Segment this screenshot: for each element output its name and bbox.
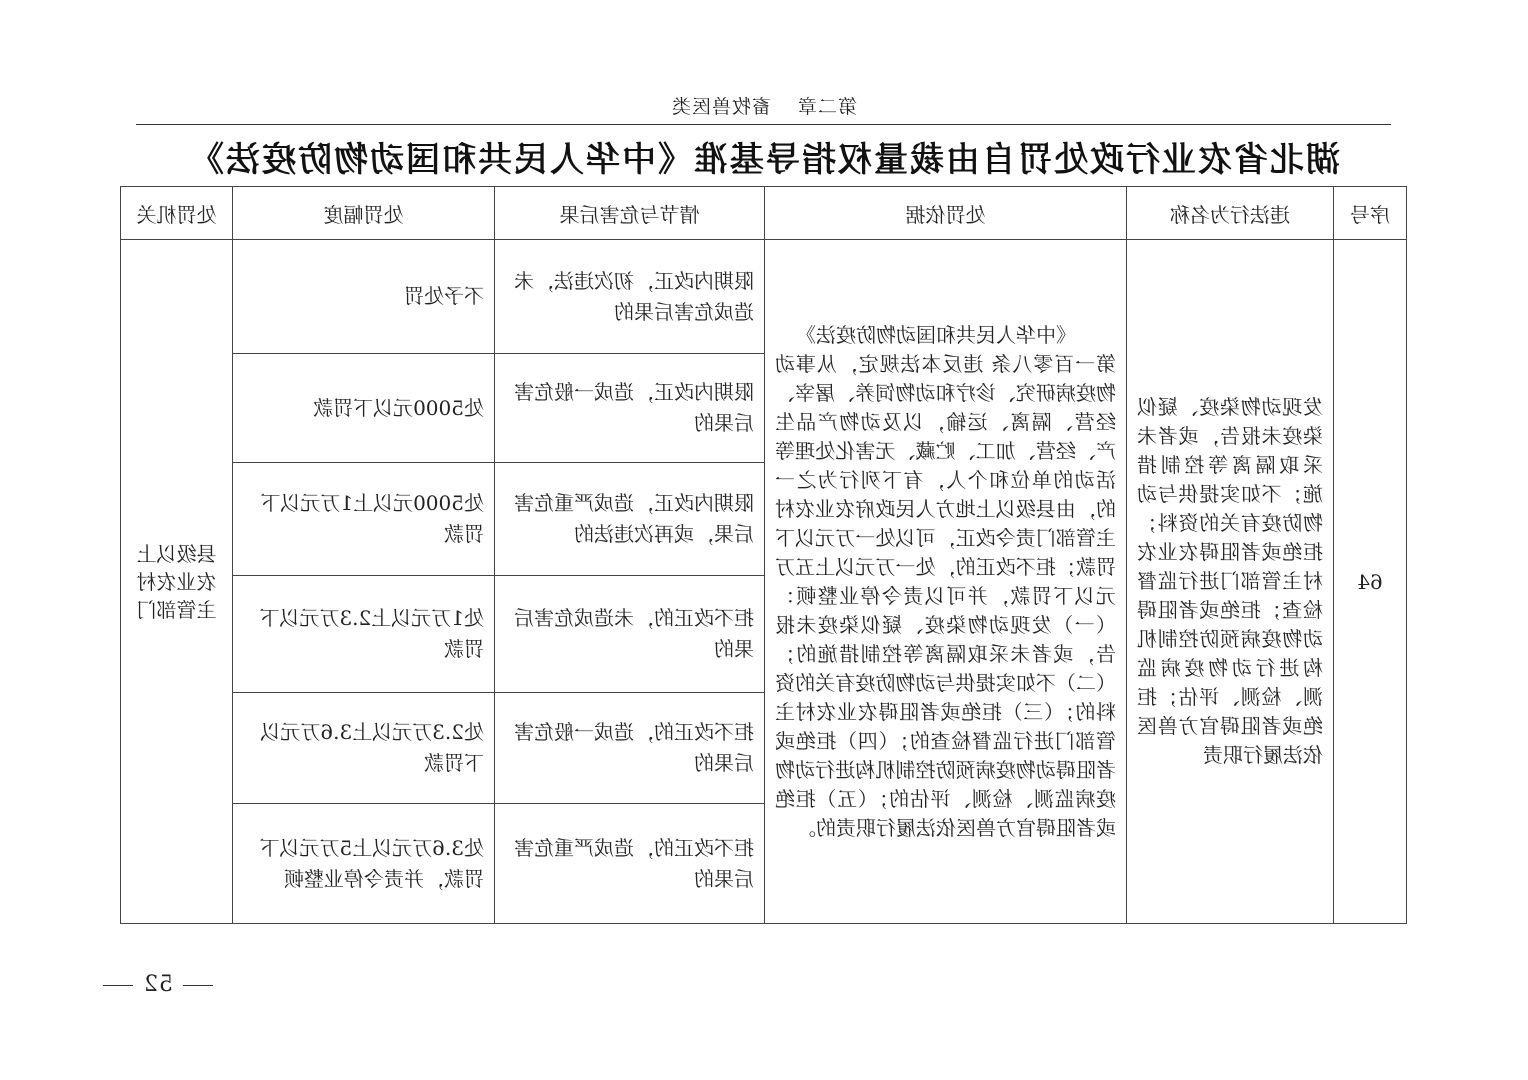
penalty-table [120,186,1407,924]
table-row [121,240,1407,354]
violation-name-cell: 发现动物染疫、疑似染疫未报告，或者未采取隔离等控制措施；不如实提供与动物防疫有关的资料；拒绝或者阻碍农业农村主管部门进行监督检查；拒绝或者阻碍动物疫病预防控制机构进行动物疫病监测、检测、评估；拒绝或者阻碍官方兽医依法履行职责 [1127,240,1334,924]
page-number [93,972,223,997]
category-label: 畜牧兽医类 [670,96,771,118]
range-cell: 处2.3万元以上3.6万元以下罚款 [233,693,495,804]
document-title: 湖北省农业行政处罚自由裁量权指导基准《中华人民共和国动物防疫法》 [188,140,1340,180]
condition-cell: 限期内改正，初次违法，未造成危害后果的 [495,240,765,354]
range-cell: 处5000元以下罚款 [233,354,495,463]
seq-cell: 64 [1334,240,1407,924]
col-header-condition: 情节与危害后果 [495,187,765,240]
condition-cell: 拒不改正的，造成严重危害后果的 [495,804,765,924]
header-rule [136,124,1391,125]
basis-text: 第一百零八条 违反本法规定，从事动物疫病研究、诊疗和动物饲养、屠宰、经营、隔离、运输，以及动物产品生产、经营、加工、贮藏、无害化处理等活动的单位和个人，有下列行为之一的，由县级以上地方人民政府农业农村主管部门责令改正，可以处一万元以下罚款；拒不改正的，处一万元以上五万元以下罚款，并可以责令停业整顿：（一）发现动物染疫、疑似染疫未报告，或者未采取隔离等控制措施的；（二）不如实提供与动物防疫有关的资料的；（三）拒绝或者阻碍农业农村主管部门进行监督检查的；（四）拒绝或者阻碍动物疫病预防控制机构进行动物疫病监测、检测、评估的；（五）拒绝或者阻碍官方兽医依法履行职责的。 [775,351,1116,840]
col-header-range: 处罚幅度 [233,187,495,240]
page-number-value: 52 [143,972,173,997]
condition-cell: 限期内改正，造成严重危害后果，或再次违法的 [495,463,765,576]
col-header-seq: 序号 [1334,187,1407,240]
basis-law-title: 《中华人民共和国动物防疫法》 [796,322,1076,347]
condition-cell: 限期内改正，造成一般危害后果的 [495,354,765,463]
condition-cell: 拒不改正的，未造成危害后果的 [495,576,765,693]
range-cell: 处1万元以上2.3万元以下罚款 [233,576,495,693]
range-cell: 不予处罚 [233,240,495,354]
range-cell: 处5000元以上1万元以下罚款 [233,463,495,576]
condition-cell: 拒不改正的，造成一般危害后果的 [495,693,765,804]
range-cell: 处3.6万元以上5万元以下罚款，并责令停业整顿 [233,804,495,924]
chapter-label: 第二章 [797,96,858,118]
authority-cell: 县级以上农业农村主管部门 [121,240,233,924]
col-header-authority: 处罚机关 [121,187,233,240]
chapter-header [0,92,1528,119]
col-header-violation: 违法行为名称 [1127,187,1334,240]
table-header-row [121,187,1407,240]
basis-cell [765,240,1127,924]
col-header-basis: 处罚依据 [765,187,1127,240]
